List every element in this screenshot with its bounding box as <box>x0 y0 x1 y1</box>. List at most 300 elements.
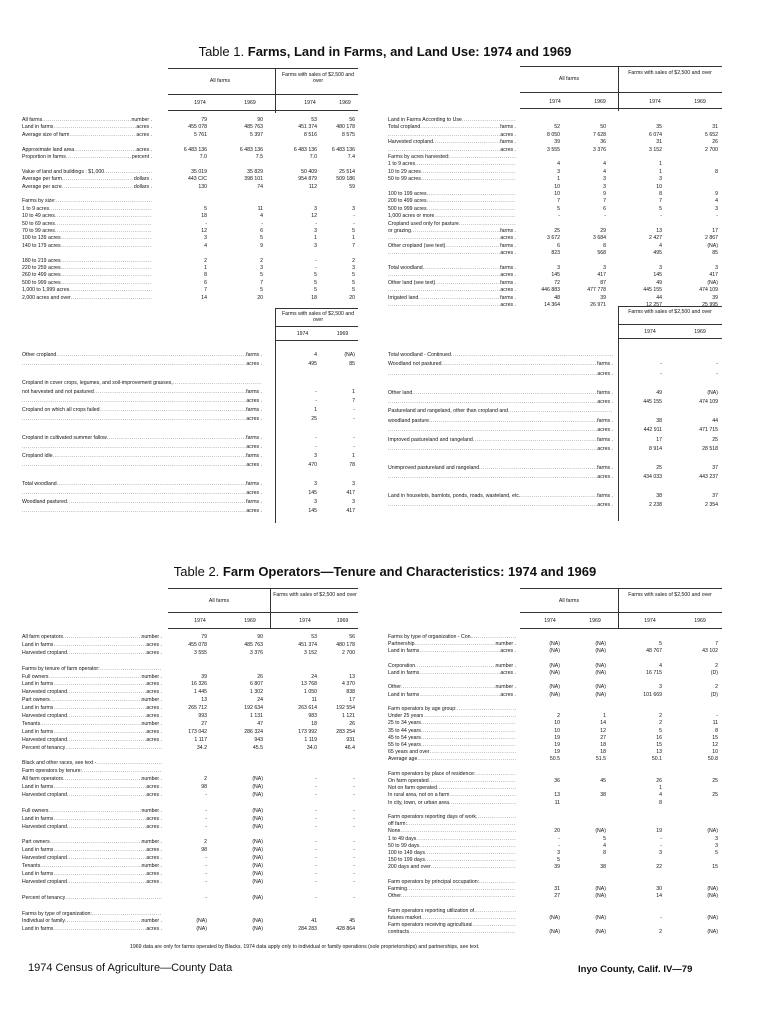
cell-value: 34.2 <box>196 744 207 751</box>
row-label: Full owners <box>22 807 49 814</box>
cell-value: 4 <box>314 352 317 358</box>
row-unit: acres . <box>146 705 162 712</box>
row-label: off farm: <box>388 821 407 828</box>
table-row <box>22 721 162 727</box>
cell-value: - <box>353 839 355 846</box>
cell-value: 78 <box>349 462 355 469</box>
row-label: Total woodland - Continued <box>388 352 451 358</box>
table-row <box>388 814 516 820</box>
cell-value: 173 992 <box>298 728 317 735</box>
cell-value: 112 <box>308 183 317 190</box>
cell-value: 5 <box>314 279 317 286</box>
leader-dots <box>388 302 500 308</box>
row-unit: dollars . <box>133 183 152 190</box>
cell-value: 44 <box>656 294 662 301</box>
table-row <box>388 465 613 471</box>
table-row <box>22 508 262 514</box>
cell-value: 943 <box>254 736 263 743</box>
row-label: 200 days and over <box>388 864 431 871</box>
table-row <box>22 228 152 234</box>
table-row <box>388 821 516 827</box>
cell-value: - <box>315 807 317 814</box>
leader-dots <box>62 176 134 182</box>
row-unit: number . <box>141 673 162 680</box>
row-label: 2,000 acres and over <box>22 294 71 301</box>
cell-value: 10 <box>656 183 662 190</box>
table-row <box>388 908 516 914</box>
cell-value: 11 <box>712 720 718 727</box>
leader-dots <box>63 634 142 640</box>
table-row <box>22 235 152 241</box>
table-row <box>22 295 152 301</box>
cell-value: 18 <box>600 742 606 748</box>
row-unit: number . <box>141 634 162 640</box>
table-row <box>22 903 162 909</box>
cell-value: 7 <box>603 198 606 205</box>
row-unit: acres . <box>500 670 516 676</box>
table-row <box>22 753 162 759</box>
row-unit: acres . <box>146 847 162 854</box>
cell-value: - <box>315 894 317 901</box>
cell-value: 36 <box>600 139 606 146</box>
leader-dots <box>445 243 500 249</box>
row-label: Farms by size: <box>22 198 56 205</box>
leader-dots <box>388 250 500 256</box>
table-row <box>22 453 262 459</box>
leader-dots <box>415 663 495 669</box>
cell-value: 45.5 <box>252 744 263 751</box>
cell-value: 39 <box>201 673 207 680</box>
table-row <box>388 132 516 138</box>
row-unit: acres . <box>246 444 262 450</box>
cell-value: 474 109 <box>699 287 718 294</box>
table-row <box>22 250 152 256</box>
cell-value: 2 867 <box>705 235 718 242</box>
leader-dots <box>472 634 516 640</box>
table-row <box>388 280 516 286</box>
cell-value: 44 <box>712 417 718 424</box>
row-label: Tenants <box>22 863 41 870</box>
cell-value: 474 109 <box>699 399 718 405</box>
cell-value: 56 <box>349 117 355 123</box>
leader-dots <box>100 407 247 413</box>
table-row <box>22 176 152 182</box>
table-row <box>22 737 162 743</box>
cell-value: 3 <box>659 684 662 691</box>
cell-value: 30 <box>656 886 662 892</box>
cell-value: - <box>716 713 718 720</box>
cell-value: 443 C/C <box>187 176 207 183</box>
row-label: Harvested cropland <box>22 792 67 798</box>
cell-value: 85 <box>349 361 355 368</box>
cell-value: 39 <box>600 294 606 301</box>
cell-value: 5 <box>659 727 662 734</box>
row-unit: farms . <box>597 417 613 424</box>
cell-value: 7 <box>659 198 662 205</box>
cell-value: 27 <box>201 720 207 727</box>
cell-value: 417 <box>709 272 718 279</box>
cell-value: 18 <box>201 213 207 220</box>
cell-value: 7 <box>352 398 355 404</box>
table-row <box>22 792 162 798</box>
leader-dots <box>415 161 516 167</box>
cell-value: - <box>353 894 355 901</box>
table-row <box>22 265 152 271</box>
table-row <box>388 677 516 683</box>
cell-value: 455 078 <box>188 124 207 131</box>
table-row <box>22 871 162 877</box>
cell-value: - <box>660 914 662 921</box>
row-unit: number . <box>495 662 516 669</box>
cell-value: 6 807 <box>250 681 263 688</box>
table-row <box>22 847 162 853</box>
table-row <box>22 154 152 160</box>
row-label: Proportion in farms <box>22 154 66 160</box>
cell-value: 3 555 <box>547 146 560 153</box>
table-row <box>22 499 262 505</box>
row-unit: farms . <box>597 464 613 471</box>
row-unit: number . <box>141 697 162 704</box>
cell-value: 5 <box>557 857 560 864</box>
cell-value: 38 <box>656 493 662 499</box>
row-label: On farm operated <box>388 778 429 784</box>
row-unit: acres . <box>146 736 162 743</box>
table-row <box>22 191 152 197</box>
table-row <box>388 706 516 712</box>
leader-dots <box>50 697 142 703</box>
cell-value: 477 778 <box>587 287 606 294</box>
cell-value: 25 <box>712 436 718 443</box>
table-row <box>22 832 162 838</box>
cell-value: 9 <box>603 191 606 197</box>
t1-year-1969-c: 1969 <box>594 99 606 105</box>
cell-value: 20 <box>257 294 263 301</box>
cell-value: 5 <box>260 287 263 294</box>
row-label: 100 to 149 days <box>388 850 425 856</box>
t1-lower-1974-left: 1974 <box>296 331 309 337</box>
table-row <box>388 213 516 219</box>
cell-value: 5 761 <box>194 131 207 138</box>
cell-value: 4 <box>603 842 606 849</box>
cell-value: 2 <box>715 662 718 669</box>
row-unit: acres . <box>500 131 516 138</box>
cell-value: 19 <box>554 749 560 756</box>
cell-value: 17 <box>712 228 718 234</box>
cell-value: 7.0 <box>199 154 207 160</box>
cell-value: 5 <box>603 835 606 842</box>
table-row <box>388 879 516 885</box>
cell-value: 48 767 <box>646 648 662 655</box>
leader-dots <box>451 352 613 358</box>
row-unit: number . <box>141 918 162 925</box>
t1-lower-1969-left: 1969 <box>336 331 349 337</box>
cell-value: 993 <box>198 713 207 719</box>
row-label: Black and other races, see text - <box>22 760 97 767</box>
cell-value: 4 <box>557 161 560 168</box>
cell-value: 2 <box>204 776 207 783</box>
cell-value: 90 <box>257 117 263 123</box>
cell-value: 39 <box>554 139 560 146</box>
cell-value: 79 <box>201 117 207 123</box>
t1-year-1969-b: 1969 <box>339 100 351 106</box>
cell-value: - <box>205 220 207 227</box>
cell-value: 1 <box>352 453 355 460</box>
row-unit: farms . <box>246 453 262 460</box>
cell-value: (NA) <box>707 893 718 900</box>
row-label: 100 to 139 acres <box>22 235 61 242</box>
table-row <box>388 502 613 508</box>
cell-value: 6 <box>260 228 263 234</box>
row-unit: acres . <box>500 235 516 242</box>
t1-col-all-farms-left: All farms <box>209 78 231 84</box>
cell-value: - <box>353 776 355 783</box>
table-row <box>388 191 516 197</box>
cell-value: 471 715 <box>699 427 718 434</box>
cell-value: 50.1 <box>651 756 662 763</box>
table-row <box>388 756 516 762</box>
row-label: 500 to 999 acres <box>388 205 427 212</box>
cell-value: 19 <box>656 828 662 835</box>
cell-value: 35 <box>656 124 662 131</box>
leader-dots <box>57 481 247 487</box>
row-label: Value of land and buildings : $1,000 <box>22 168 105 175</box>
cell-value: 7 <box>557 198 560 205</box>
leader-dots <box>401 893 516 899</box>
row-label: Cropland idle <box>22 453 53 460</box>
table-row <box>388 864 516 870</box>
table-row <box>388 390 613 396</box>
cell-value: 19 <box>554 734 560 741</box>
leader-dots <box>49 674 142 680</box>
cell-value: 173 042 <box>188 728 207 735</box>
cell-value: 7 628 <box>593 131 606 138</box>
row-unit: acres . <box>146 855 162 862</box>
leader-dots <box>433 139 500 145</box>
cell-value: - <box>660 842 662 849</box>
table-row <box>22 380 262 386</box>
row-label: Farms by acres harvested: <box>388 154 450 160</box>
row-unit: acres . <box>146 823 162 830</box>
table-row <box>388 287 516 293</box>
table-row <box>388 198 516 204</box>
table-row <box>22 689 162 695</box>
row-label: Land in farms <box>22 784 54 791</box>
row-label: 25 to 34 years <box>388 720 421 727</box>
leader-dots <box>82 768 162 774</box>
cell-value: 50 409 <box>301 168 317 175</box>
leader-dots <box>457 706 516 712</box>
cell-value: 15 <box>712 864 718 871</box>
cell-value: 3 <box>204 235 207 242</box>
cell-value: 24 <box>257 697 263 704</box>
leader-dots <box>65 745 162 751</box>
cell-value: 11 <box>311 697 317 704</box>
row-label: 35 to 44 years <box>388 727 421 734</box>
leader-dots <box>421 169 516 175</box>
leader-dots <box>429 418 597 424</box>
table-row <box>22 352 262 358</box>
row-unit: farms . <box>597 493 613 499</box>
cell-value: 2 <box>715 684 718 691</box>
row-unit: farms . <box>500 265 516 271</box>
row-unit: farms . <box>597 436 613 443</box>
row-label: 1,000 acres or more <box>388 213 435 220</box>
table-row <box>22 729 162 735</box>
table-row <box>388 380 613 386</box>
t2-col-sales-right: Farms with sales of $2,500 and over <box>628 592 712 598</box>
cell-value: 398 101 <box>244 176 263 183</box>
cell-value: 6 <box>204 279 207 286</box>
row-unit: number . <box>495 684 516 691</box>
row-label: 45 to 54 years <box>388 734 421 741</box>
cell-value: - <box>315 823 317 830</box>
cell-value: 1 <box>204 265 207 271</box>
cell-value: - <box>205 878 207 885</box>
row-unit: acres . <box>246 416 262 423</box>
leader-dots <box>418 295 500 301</box>
row-label: Other <box>388 684 401 691</box>
cell-value: 26 <box>712 139 718 146</box>
row-unit: acres . <box>500 250 516 257</box>
leader-dots <box>419 843 516 849</box>
cell-value: 6 <box>603 205 606 212</box>
leader-dots <box>388 371 597 377</box>
leader-dots <box>61 235 152 241</box>
table-row <box>388 872 516 878</box>
cell-value: - <box>205 815 207 822</box>
cell-value: 15 <box>712 734 718 741</box>
leader-dots <box>74 147 136 153</box>
leader-dots <box>61 272 152 278</box>
table-row <box>22 650 162 656</box>
table-row <box>388 302 516 308</box>
cell-value: 49 <box>656 389 662 396</box>
cell-value: 38 <box>600 864 606 871</box>
leader-dots <box>442 361 598 367</box>
cell-value: 14 364 <box>544 302 560 308</box>
cell-value: - <box>660 835 662 842</box>
table-row <box>388 235 516 241</box>
cell-value: - <box>353 444 355 450</box>
leader-dots <box>417 756 516 762</box>
leader-dots <box>67 650 146 656</box>
cell-value: - <box>353 823 355 830</box>
table-row <box>388 169 516 175</box>
cell-value: 10 <box>554 191 560 197</box>
cell-value: - <box>353 878 355 885</box>
row-label: Land in houselots, barnlots, ponds, roads, wasteland, etc. <box>388 493 521 499</box>
cell-value: 3 <box>314 499 317 506</box>
cell-value: 443 237 <box>699 474 718 481</box>
row-label: All farm operators <box>22 776 63 783</box>
leader-dots <box>71 295 152 301</box>
cell-value: 1 131 <box>250 713 263 719</box>
row-label: Full owners <box>22 673 49 680</box>
leader-dots <box>400 828 516 834</box>
cell-value: 451 374 <box>298 124 317 131</box>
leader-dots <box>53 681 146 687</box>
cell-value: 1 <box>314 235 317 242</box>
cell-value: 22 <box>656 864 662 871</box>
row-label: Land in farms <box>22 681 54 688</box>
row-unit: farms . <box>246 480 262 487</box>
cell-value: 3 <box>314 205 317 212</box>
table-row <box>388 749 516 755</box>
cell-value: - <box>353 220 355 227</box>
table-row <box>388 915 516 921</box>
table-row <box>22 198 152 204</box>
cell-value: (NA) <box>252 839 263 846</box>
leader-dots <box>421 742 516 748</box>
row-label: 1 to 9 acres <box>22 205 50 212</box>
cell-value: 31 <box>656 139 662 146</box>
cell-value: (NA) <box>252 926 263 933</box>
cell-value: 455 078 <box>188 641 207 648</box>
cell-value: - <box>353 784 355 791</box>
cell-value: 1 <box>603 713 606 720</box>
cell-value: 13 <box>656 749 662 756</box>
cell-value: 3 <box>557 168 560 175</box>
cell-value: - <box>660 361 662 368</box>
row-unit: acres . <box>146 728 162 735</box>
cell-value: 6 483 136 <box>183 146 207 153</box>
row-unit: acres . <box>500 287 516 294</box>
row-label: Land in farms <box>22 847 54 854</box>
cell-value: 49 <box>656 279 662 286</box>
cell-value: (NA) <box>252 784 263 791</box>
cell-value: 1 <box>314 407 317 414</box>
cell-value: 90 <box>257 634 263 640</box>
cell-value: - <box>315 878 317 885</box>
row-label: In rural area, not on a farm <box>388 792 450 799</box>
leader-dots <box>388 446 597 452</box>
cell-value: (NA) <box>595 662 606 669</box>
table-row <box>388 154 516 160</box>
cell-value: - <box>660 213 662 220</box>
leader-dots <box>40 863 141 869</box>
leader-dots <box>388 287 500 293</box>
row-unit: farms . <box>500 139 516 146</box>
row-label: 140 to 179 acres <box>22 242 61 249</box>
cell-value: 20 <box>554 828 560 835</box>
row-label: Other <box>388 893 401 900</box>
table-row <box>22 816 162 822</box>
row-unit: farms . <box>597 361 613 368</box>
leader-dots <box>67 792 146 798</box>
cell-value: 37 <box>712 493 718 499</box>
table-row <box>22 697 162 703</box>
leader-dots <box>67 879 146 885</box>
row-label: Part owners <box>22 697 50 704</box>
cell-value: - <box>315 815 317 822</box>
cell-value: (NA) <box>707 914 718 921</box>
cell-value: 1 <box>659 168 662 175</box>
table-row <box>388 648 516 654</box>
cell-value: (NA) <box>252 815 263 822</box>
leader-dots <box>66 154 132 160</box>
table-row <box>22 705 162 711</box>
cell-value: 59 <box>349 183 355 190</box>
cell-value: 37 <box>712 464 718 471</box>
leader-dots <box>388 399 597 405</box>
cell-value: 53 <box>311 634 317 640</box>
cell-value: 56 <box>349 634 355 640</box>
leader-dots <box>388 427 597 433</box>
table-row <box>22 117 152 123</box>
cell-value: 283 254 <box>336 728 355 735</box>
cell-value: 3 <box>557 265 560 271</box>
t2-col-sales-left: Farms with sales of $2,500 and over <box>273 592 357 598</box>
